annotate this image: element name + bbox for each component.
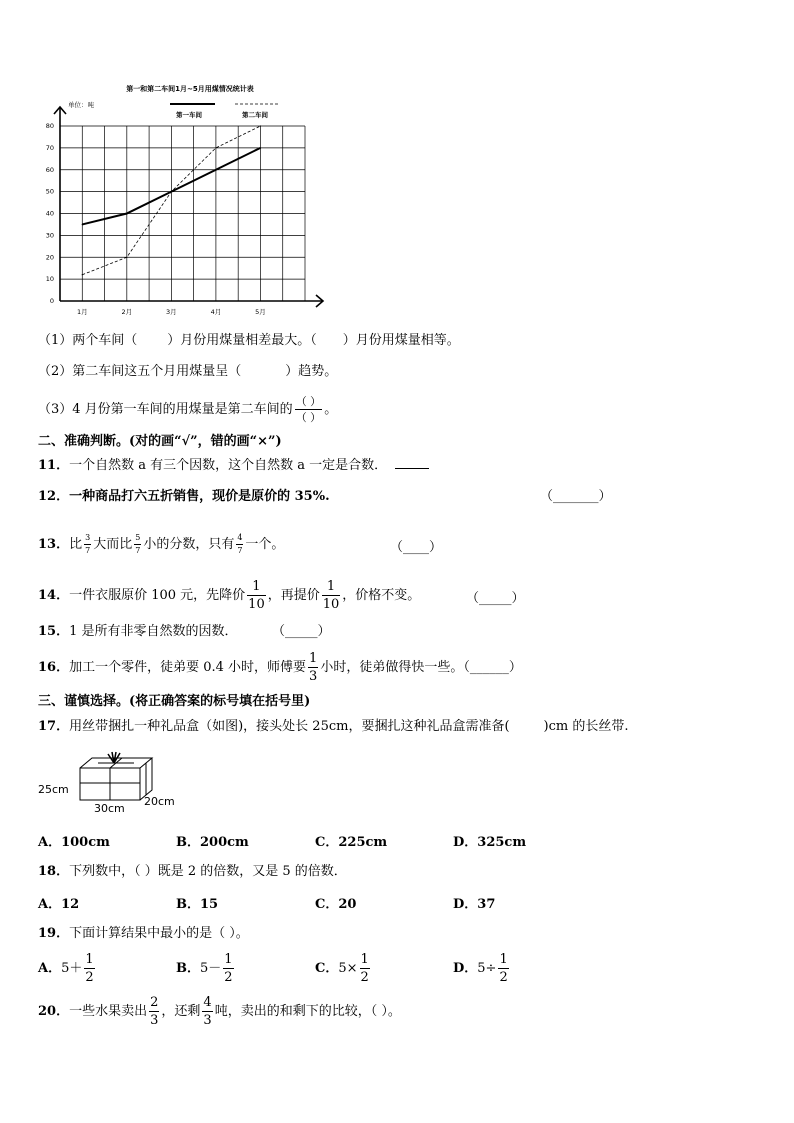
- q20-number: 20．: [38, 1004, 70, 1019]
- q1-text-a: （1）两个车间（: [38, 333, 138, 348]
- q19-a-fraction: [84, 953, 94, 984]
- question-13: [38, 534, 284, 555]
- y-tick-label: 70: [45, 143, 54, 152]
- q20-f2-den: 3: [203, 1013, 212, 1028]
- q17-number: 17．: [38, 719, 70, 734]
- question-17: [38, 717, 628, 737]
- q16-answer-blank[interactable]: （______）: [463, 660, 522, 675]
- q16-text-b: 小时，徒弟做得快一些。: [320, 660, 464, 675]
- q18-number: 18．: [38, 864, 70, 879]
- x-tick-label: 3月: [166, 308, 177, 316]
- q19-option-b[interactable]: [176, 953, 236, 984]
- q19-text: 下面计算结果中最小的是（ ）。: [69, 926, 249, 941]
- y-tick-label: 80: [45, 122, 54, 130]
- q14-f2-num: 1: [322, 580, 341, 596]
- y-tick-label: 40: [45, 209, 54, 218]
- q16-number: 16．: [38, 660, 70, 675]
- q14-text-a: 一件衣服原价 100 元，先降价: [69, 588, 246, 603]
- q19-c-fraction: [360, 953, 370, 984]
- question-14: [38, 580, 420, 612]
- q14-fraction-1: [247, 580, 266, 611]
- data-point: [260, 147, 261, 148]
- data-point: [82, 274, 83, 275]
- q13-text-c: 小的分数，只有: [143, 537, 235, 552]
- question-20: [38, 996, 401, 1028]
- q14-number: 14．: [38, 588, 70, 603]
- q13-text-b: 大而比: [93, 537, 133, 552]
- q16-fraction: [308, 652, 318, 683]
- chart-grid: [60, 126, 305, 301]
- q20-f1-num: 2: [150, 995, 159, 1010]
- q3-fraction[interactable]: [295, 396, 323, 423]
- q14-answer-blank[interactable]: （_____）: [466, 591, 525, 606]
- q13-fraction-1: [84, 534, 91, 555]
- q20-fraction-2: [202, 996, 212, 1027]
- q14-fraction-2: [322, 580, 341, 611]
- data-point: [215, 169, 216, 170]
- q12-number: 12．: [38, 489, 70, 504]
- y-axis-ticks: [46, 122, 54, 305]
- q1-text-b: ）月份用煤量相差最大。（: [167, 333, 317, 348]
- q13-fraction-2: [134, 534, 141, 555]
- box-height-label: 25cm: [38, 783, 69, 796]
- q15-number: 15．: [38, 624, 70, 639]
- q19-b-num: 1: [224, 952, 233, 967]
- chart-unit-label: 单位：吨: [68, 101, 94, 109]
- q17-option-b[interactable]: B．200cm: [176, 835, 249, 850]
- question-11: [38, 456, 429, 476]
- q13-number: 13．: [38, 537, 70, 552]
- section-3-title: 三、谨慎选择。(将正确答案的标号填在括号里): [38, 694, 311, 709]
- x-axis-ticks: [77, 308, 266, 316]
- q19-d-fraction: [498, 953, 508, 984]
- q19-option-c[interactable]: [315, 953, 372, 984]
- q20-text-c: 吨，卖出的和剩下的比较，（ ）。: [214, 1004, 401, 1019]
- q19-a-expr: 5＋: [61, 961, 83, 976]
- q19-a-den: 2: [85, 970, 94, 985]
- q18-option-d[interactable]: D．37: [453, 897, 496, 912]
- q20-fraction-1: [149, 996, 159, 1027]
- q16-text-a: 加工一个零件，徒弟要 0.4 小时，师傅要: [69, 660, 307, 675]
- q13-text-a: 比: [69, 537, 83, 552]
- q19-d-den: 2: [499, 970, 508, 985]
- q13-fraction-3: [236, 534, 243, 555]
- y-tick-label: 0: [49, 297, 54, 305]
- q18-option-a[interactable]: A．12: [38, 897, 80, 912]
- question-12: [38, 487, 330, 507]
- q19-d-expr: 5÷: [477, 961, 497, 976]
- question-19: [38, 924, 249, 944]
- q19-b-den: 2: [224, 970, 233, 985]
- question-15: [38, 622, 238, 642]
- x-tick-label: 5月: [255, 308, 266, 316]
- x-tick-label: 2月: [121, 308, 133, 316]
- q13-f1-num: 3: [84, 534, 91, 545]
- q19-c-label: C．: [315, 961, 339, 976]
- q20-text-b: ，还剩: [161, 1004, 201, 1019]
- q17-option-d[interactable]: D．325cm: [453, 835, 527, 850]
- data-point: [126, 213, 127, 214]
- q17-option-c[interactable]: C．225cm: [315, 835, 388, 850]
- chart-title: 第一和第二车间1月~5月用煤情况统计表: [126, 85, 254, 93]
- q19-c-den: 2: [360, 970, 369, 985]
- data-point: [215, 147, 216, 148]
- q11-number: 11．: [38, 458, 70, 473]
- data-point: [82, 224, 83, 225]
- q2-text-b: ）趋势。: [285, 364, 338, 379]
- q16-f-num: 1: [309, 651, 318, 666]
- q19-b-label: B．: [176, 961, 200, 976]
- q3-text-end: 。: [324, 402, 338, 417]
- q11-answer-blank[interactable]: [395, 468, 429, 469]
- q18-option-b[interactable]: B．15: [176, 897, 219, 912]
- q19-a-num: 1: [85, 952, 94, 967]
- q16-f-den: 3: [309, 669, 318, 684]
- y-tick-label: 20: [45, 253, 54, 262]
- data-point: [171, 191, 172, 192]
- data-point: [260, 125, 261, 126]
- q20-f2-num: 4: [203, 995, 212, 1010]
- q15-answer-blank[interactable]: （_____）: [272, 624, 331, 639]
- q19-b-fraction: [223, 953, 233, 984]
- q13-f2-num: 5: [134, 534, 141, 545]
- q20-f1-den: 3: [150, 1013, 159, 1028]
- q14-text-b: ，再提价: [267, 588, 320, 603]
- chart-question-3: [38, 396, 337, 423]
- box-width-label: 20cm: [144, 795, 175, 808]
- q13-f3-num: 4: [236, 534, 243, 545]
- question-18: [38, 862, 347, 882]
- q15-text: 1 是所有非零自然数的因数．: [69, 624, 238, 639]
- question-16: [38, 652, 522, 684]
- q12-answer-blank[interactable]: （_______）: [540, 489, 612, 504]
- q20-text-a: 一些水果卖出: [69, 1004, 148, 1019]
- q13-f2-den: 7: [135, 546, 141, 555]
- y-tick-label: 10: [45, 275, 54, 284]
- y-tick-label: 60: [45, 165, 54, 174]
- q17-text-end: )cm 的长丝带.: [543, 719, 629, 734]
- q19-b-expr: 5－: [200, 961, 222, 976]
- q3-fraction-den: （ ）: [295, 411, 322, 424]
- q13-f1-den: 7: [85, 546, 91, 555]
- q19-c-num: 1: [360, 952, 369, 967]
- q11-text: 一个自然数 a 有三个因数，这个自然数 a 一定是合数．: [69, 458, 388, 473]
- q3-fraction-num: （ ）: [295, 395, 322, 408]
- q17-text: 用丝带捆扎一种礼品盒（如图)，接头处长 25cm，要捆扎这种礼品盒需准备(: [69, 719, 510, 734]
- q3-text-a: （3）4 月份第一车间的用煤量是第二车间的: [38, 402, 293, 417]
- q19-option-a[interactable]: [38, 953, 97, 984]
- q12-text: 一种商品打六五折销售，现价是原价的 35%.: [69, 489, 330, 504]
- gift-box-figure: [36, 750, 186, 814]
- q13-text-d: 一个。: [245, 537, 285, 552]
- q2-text-a: （2）第二车间这五个月用煤量呈（: [38, 364, 242, 379]
- q17-option-a[interactable]: A．100cm: [38, 835, 110, 850]
- q19-c-expr: 5×: [338, 961, 358, 976]
- legend-label-workshop-2: 第二车间: [242, 111, 268, 119]
- chart-question-2: [38, 362, 337, 382]
- x-tick-label: 4月: [210, 308, 222, 316]
- q18-option-c[interactable]: C．20: [315, 897, 357, 912]
- q13-f3-den: 7: [237, 546, 243, 555]
- q19-option-d[interactable]: [453, 953, 511, 984]
- q19-a-label: A．: [38, 961, 62, 976]
- q14-text-c: ，价格不变。: [342, 588, 421, 603]
- q13-answer-blank[interactable]: （____）: [390, 540, 443, 555]
- q14-f1-num: 1: [247, 580, 266, 596]
- q19-d-label: D．: [453, 961, 478, 976]
- y-tick-label: 30: [45, 231, 54, 240]
- chart-legend: [170, 104, 280, 119]
- legend-label-workshop-1: 第一车间: [176, 111, 202, 119]
- q14-f2-den: 10: [322, 597, 340, 612]
- q1-text-c: ）月份用煤量相等。: [342, 333, 460, 348]
- y-tick-label: 50: [45, 187, 54, 196]
- data-point: [126, 257, 127, 258]
- q14-f1-den: 10: [248, 597, 265, 612]
- coal-usage-line-chart: [30, 78, 330, 323]
- box-length-label: 30cm: [94, 802, 125, 814]
- q19-number: 19．: [38, 926, 70, 941]
- chart-question-1: [38, 331, 460, 351]
- q18-text: 下列数中，（ ）既是 2 的倍数，又是 5 的倍数．: [69, 864, 347, 879]
- section-2-title: 二、准确判断。(对的画“√”，错的画“×”): [38, 434, 282, 449]
- x-tick-label: 1月: [76, 308, 88, 316]
- q19-d-num: 1: [499, 952, 508, 967]
